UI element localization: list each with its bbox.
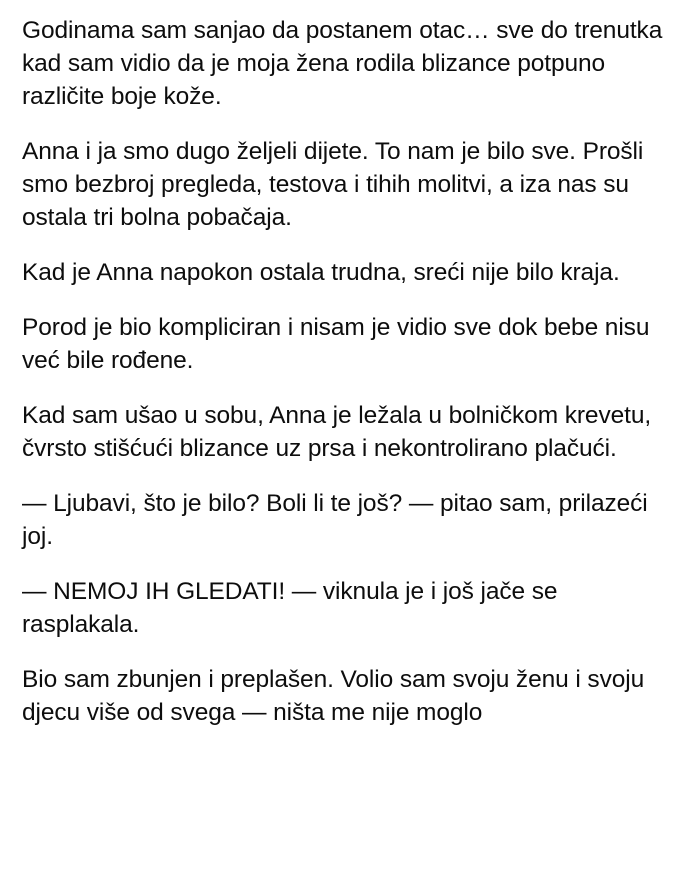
paragraph: Porod je bio kompliciran i nisam je vidio sve dok bebe nisu već bile rođene. [22, 314, 650, 374]
paragraph: Bio sam zbunjen i preplašen. Volio sam svoju ženu i svoju djecu više od svega — ništa me nije moglo [22, 666, 645, 726]
paragraph: Godinama sam sanjao da postanem otac… sve do trenutka kad sam vidio da je moja žena rodila blizance potpuno različite boje kože. [22, 17, 663, 110]
paragraph: Kad je Anna napokon ostala trudna, sreći nije bilo kraja. [22, 259, 620, 286]
paragraph: — NEMOJ IH GLEDATI! — viknula je i još jače se rasplakala. [22, 578, 558, 638]
paragraph: Kad sam ušao u sobu, Anna je ležala u bolničkom krevetu, čvrsto stišćući blizance uz prsa i nekontrolirano plačući. [22, 402, 652, 462]
paragraph: — Ljubavi, što je bilo? Boli li te još? — pitao sam, prilazeći joj. [22, 490, 648, 550]
paragraph: Anna i ja smo dugo željeli dijete. To nam je bilo sve. Prošli smo bezbroj pregleda, testova i tihih molitvi, a iza nas su ostala tri bolna pobačaja. [22, 138, 644, 231]
